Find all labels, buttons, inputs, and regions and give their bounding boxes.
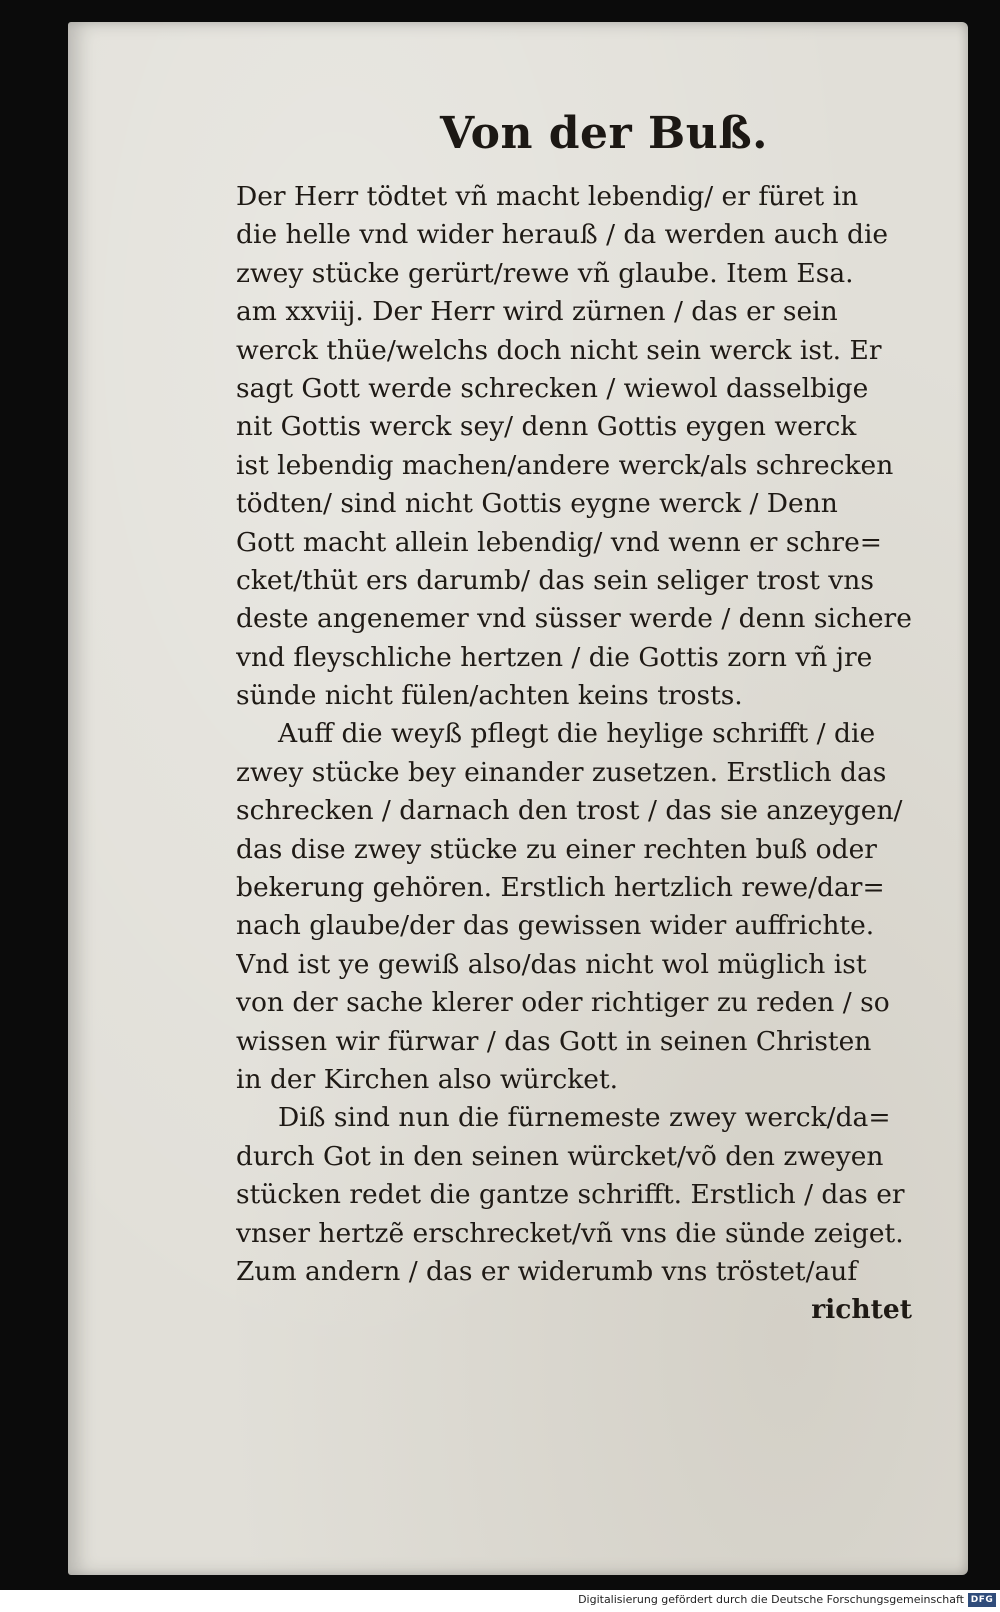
text-line: das dise zwey stücke zu einer rechten buß oder [236,833,877,865]
text-line: Vnd ist ye gewiß also/das nicht wol müglich ist [236,948,867,980]
text-line: sagt Gott werde schrecken / wiewol dasselbige [236,372,869,404]
text-line: vnser hertzẽ erschrecket/vñ vns die sünde zeiget. [236,1217,904,1249]
text-line: ist lebendig machen/andere werck/als schrecken [236,449,894,481]
text-line: nach glaube/der das gewissen wider auffrichte. [236,910,875,942]
text-line: die helle vnd wider herauß / da werden auch die [236,219,889,251]
paragraph-start-line: Auff die weyß pflegt die heylige schrifft / die [278,718,876,750]
text-line: in der Kirchen also würcket. [236,1063,619,1095]
text-line: bekerung gehören. Erstlich hertzlich rewe/dar= [236,872,885,904]
footer-bar [0,1590,1000,1612]
text-line: sünde nicht fülen/achten keins trosts. [236,680,743,712]
text-line: tödten/ sind nicht Gottis eygne werck / Denn [236,488,838,520]
text-line: cket/thüt ers darumb/ das sein seliger trost vns [236,564,874,596]
text-line: schrecken / darnach den trost / das sie anzeygen/ [236,795,903,827]
text-line: vnd fleyschliche hertzen / die Gottis zorn vñ jre [236,641,873,673]
text-line: am xxviij. Der Herr wird zürnen / das er sein [236,296,838,328]
text-line: zwey stücke gerürt/rewe vñ glaube. Item Esa. [236,257,854,289]
page-heading: Von der Buß. [440,108,768,159]
text-line: Gott macht allein lebendig/ vnd wenn er schre= [236,526,882,558]
catchword: richtet [811,1294,912,1326]
paragraph-start-line: Diß sind nun die fürnemeste zwey werck/da= [278,1102,891,1134]
text-line: deste angenemer vnd süsser werde / denn sichere [236,603,912,635]
text-line: Zum andern / das er widerumb vns tröstet/auf [236,1255,858,1287]
text-line: nit Gottis werck sey/ denn Gottis eygen werck [236,411,857,443]
text-line: von der sache klerer oder richtiger zu reden / so [236,987,890,1019]
text-line: zwey stücke bey einander zusetzen. Erstlich das [236,756,887,788]
dfg-logo-icon: DFG [968,1593,996,1607]
text-line: werck thüe/welchs doch nicht sein werck ist. Er [236,334,882,366]
text-line: Der Herr tödtet vñ macht lebendig/ er füret in [236,181,859,212]
text-line: durch Got in den seinen würcket/võ den zweyen [236,1140,884,1172]
text-line: stücken redet die gantze schrifft. Erstlich / das er [236,1179,905,1211]
body-text [236,178,920,1330]
footer-credit: Digitalisierung gefördert durch die Deutsche Forschungsgemeinschaft [578,1593,964,1606]
text-line: wissen wir fürwar / das Gott in seinen Christen [236,1025,872,1057]
